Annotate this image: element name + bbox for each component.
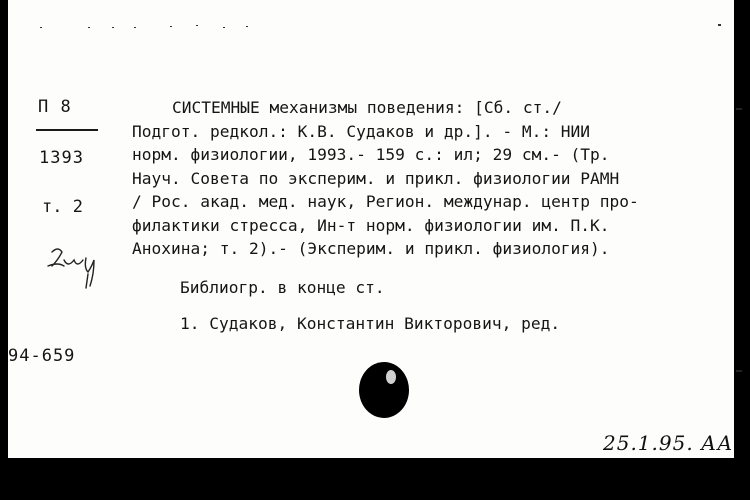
bibliographic-description — [132, 96, 722, 261]
description-line: норм. физиологии, 1993.- 159 с.: ил; 29 см.- (Тр. — [132, 145, 610, 164]
punch-hole — [359, 362, 409, 418]
call-number: 1393 — [39, 148, 84, 168]
handwritten-date: 25.1.95. АА — [603, 431, 734, 455]
accession-number: 94-659 — [8, 346, 76, 366]
added-entry-editor: 1. Судаков, Константин Викторович, ред. — [180, 314, 561, 333]
bibliography-note: Библиогр. в конце ст. — [180, 278, 385, 297]
description-line: / Рос. акад. мед. наук, Регион. междунар. центр про- — [132, 192, 639, 211]
description-line: Науч. Совета по эксперим. и прикл. физиологии РАМН — [132, 168, 620, 188]
description-line: Подгот. редкол.: К.В. Судаков и др.]. - М.: НИИ — [132, 121, 591, 141]
shelfmark: П 8 — [38, 97, 72, 117]
copies-handwritten-mark — [46, 244, 106, 304]
shelf-column — [8, 0, 128, 458]
card-edge-marks — [736, 0, 744, 458]
volume-number: т. 2 — [42, 197, 83, 217]
description-line: Анохина; т. 2).- (Эксперим. и прикл. физиология). — [132, 239, 610, 258]
description-line: СИСТЕМНЫЕ механизмы поведения: [Сб. ст./ — [172, 98, 562, 117]
description-line: филактики стресса, Ин-т норм. физиологии им. П.К. — [132, 215, 610, 235]
shelfmark-divider — [36, 129, 98, 131]
catalog-card — [8, 0, 734, 458]
